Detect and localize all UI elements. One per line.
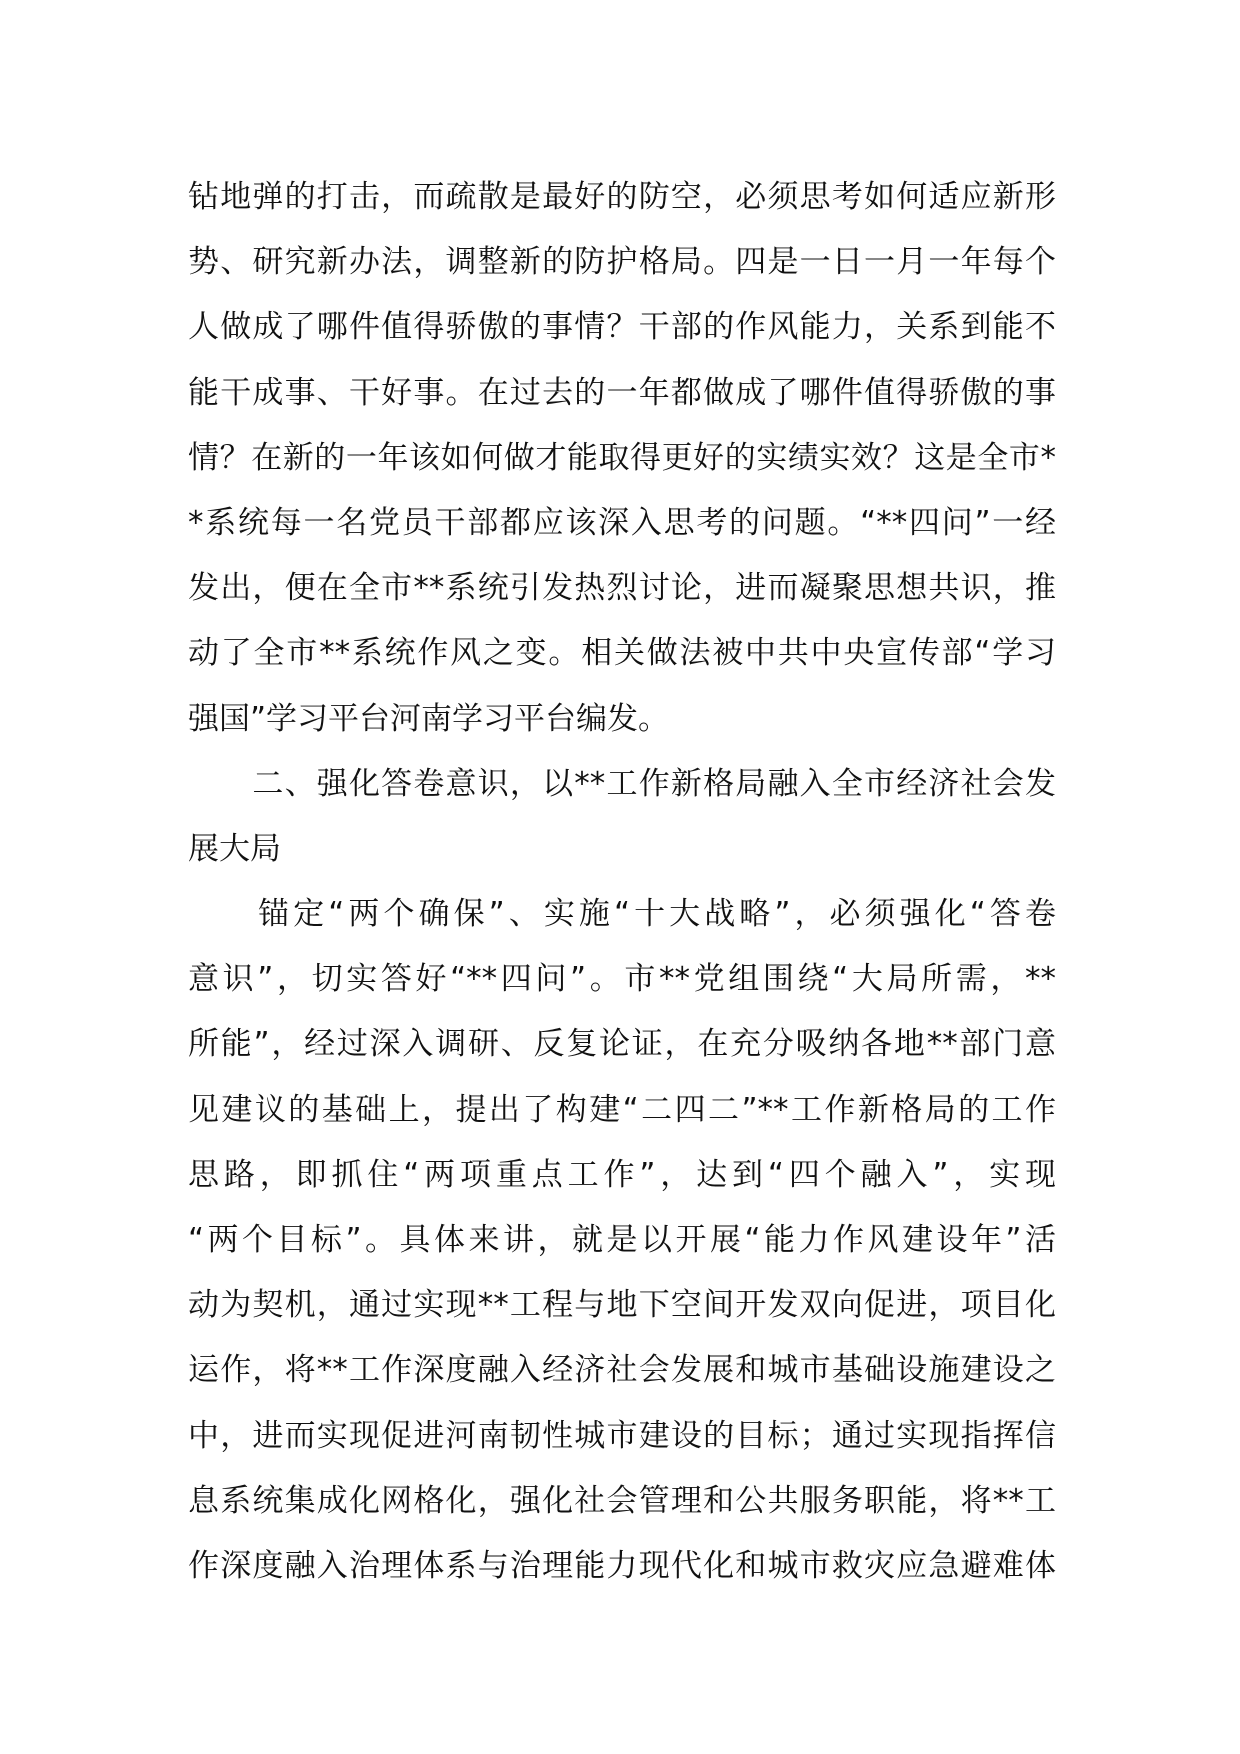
text-line: “两个目标”。具体来讲，就是以开展“能力作风建设年”活 (188, 1222, 1056, 1258)
text-line: 动了全市**系统作风之变。相关做法被中共中央宣传部“学习 (188, 635, 1056, 672)
text-line: 能干成事、干好事。在过去的一年都做成了哪件值得骄傲的事 (188, 374, 1056, 411)
text-line: 思路，即抓住“两项重点工作”，达到“四个融入”，实现 (188, 1156, 1056, 1193)
text-line: 势、研究新办法，调整新的防护格局。四是一日一月一年每个 (188, 244, 1056, 281)
text-line: 情？在新的一年该如何做才能取得更好的实绩实效？这是全市* (188, 439, 1056, 476)
text-line: 作深度融入治理体系与治理能力现代化和城市救灾应急避难体 (188, 1547, 1056, 1584)
text-line: 意识”，切实答好“**四问”。市**党组围绕“大局所需，** (188, 961, 1056, 998)
text-line: 人做成了哪件值得骄傲的事情？干部的作风能力，关系到能不 (188, 309, 1056, 346)
text-line: 动为契机，通过实现**工程与地下空间开发双向促进，项目化 (188, 1287, 1056, 1324)
text-line: 钻地弹的打击，而疏散是最好的防空，必须思考如何适应新形 (188, 179, 1056, 215)
section-heading-end-line: 展大局 (188, 830, 281, 867)
paragraph-end-line: 强国”学习平台河南学习平台编发。 (188, 700, 670, 737)
text-line: 所能”，经过深入调研、反复论证，在充分吸纳各地**部门意 (188, 1026, 1056, 1063)
text-line: 息系统集成化网格化，强化社会管理和公共服务职能，将**工 (188, 1482, 1056, 1519)
section-heading-line: 二、强化答卷意识，以**工作新格局融入全市经济社会发 (188, 765, 1056, 802)
text-line: 见建议的基础上，提出了构建“二四二”**工作新格局的工作 (188, 1091, 1056, 1128)
text-line: *系统每一名党员干部都应该深入思考的问题。“**四问”一经 (188, 504, 1056, 541)
text-line: 运作，将**工作深度融入经济社会发展和城市基础设施建设之 (188, 1352, 1056, 1389)
text-line: 发出，便在全市**系统引发热烈讨论，进而凝聚思想共识，推 (188, 570, 1056, 607)
text-line: 锚定“两个确保”、实施“十大战略”，必须强化“答卷 (188, 896, 1056, 933)
text-line: 中，进而实现促进河南韧性城市建设的目标；通过实现指挥信 (188, 1417, 1056, 1454)
body-text (188, 165, 1056, 1599)
